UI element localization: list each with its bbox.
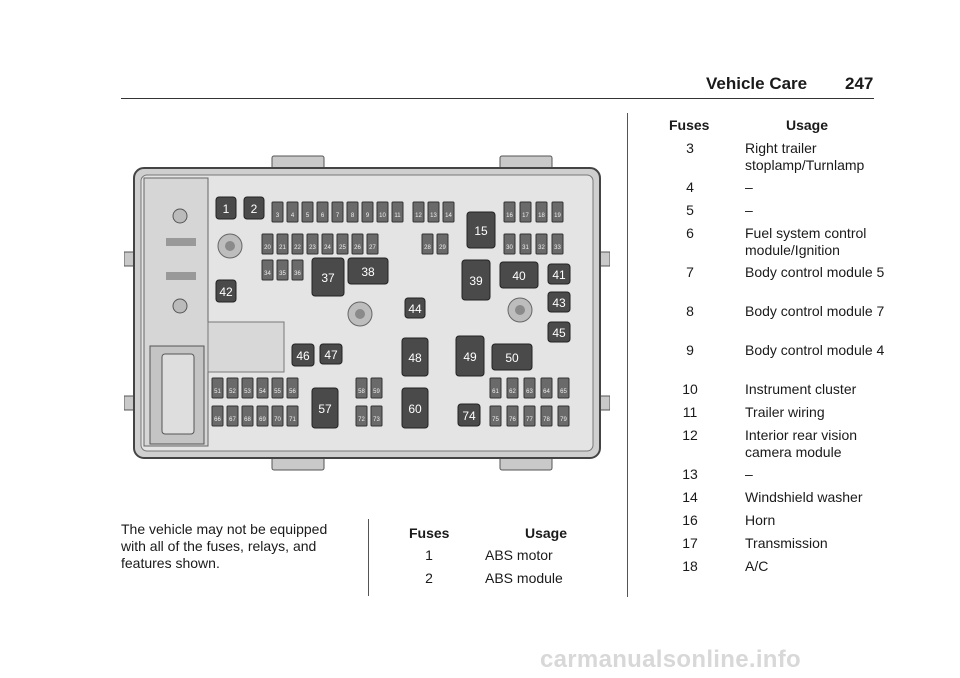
fuse-number: 6 [686,225,694,241]
fuse-label: 36 [294,271,301,277]
large-fuse [244,197,264,219]
mini-fuse [287,406,298,426]
fuse-label: 15 [474,224,488,238]
mini-fuse [302,202,313,222]
fuse-label: 12 [415,213,422,219]
fuse-label: 77 [526,417,533,423]
mini-fuse [362,202,373,222]
fuse-label: 38 [361,265,375,279]
fuse-label: 39 [469,274,483,288]
mini-fuse [262,260,273,280]
fuse-label: 5 [305,213,310,219]
mini-fuse [520,202,531,222]
fuse-label: 20 [264,245,271,251]
mini-fuse [332,202,343,222]
fuse-label: 25 [339,245,346,251]
mini-fuse [227,406,238,426]
fuse-label: 63 [526,389,533,395]
mini-fuse [524,406,535,426]
fuse-number: 1 [425,547,433,563]
fuse-number: 10 [682,381,698,397]
fuse-label: 11 [394,213,401,219]
fuse-number: 16 [682,512,698,528]
fuse-label: 1 [222,202,230,216]
mini-fuse [507,406,518,426]
connector-plug [162,354,194,434]
fuse-label: 74 [462,409,476,423]
fuse-label: 64 [543,389,550,395]
fuse-label: 6 [320,213,325,219]
bolt [225,241,235,251]
fuse-label: 78 [543,417,550,423]
fuse-label: 32 [538,245,545,251]
column-divider [627,113,628,597]
large-fuse [312,388,338,428]
fuse-label: 26 [354,245,361,251]
large-fuse [405,298,425,318]
fuse-label: 54 [259,389,266,395]
fuse-number: 7 [686,264,694,280]
large-fuse [402,338,428,376]
fuse-label: 58 [358,389,365,395]
fuse-label: 3 [275,213,280,219]
mini-fuse [558,378,569,398]
mini-fuse [377,202,388,222]
mini-fuse [507,378,518,398]
equipment-note: The vehicle may not be equipped with all of the fuses, relays, and features shown. [121,521,328,571]
mini-fuse [212,406,223,426]
mini-fuse [292,260,303,280]
large-fuse [456,336,484,376]
fuse-label: 72 [358,417,365,423]
fuse-usage: A/C [745,558,769,574]
mini-fuse [356,406,367,426]
mini-fuse [541,378,552,398]
fuse-label: 43 [552,296,566,310]
mount-tab [124,396,134,410]
fuse-usage: ABS module [485,570,563,586]
stud [173,299,187,313]
large-fuse [216,280,236,302]
fuse-label: 47 [324,348,338,362]
fuse-label: 31 [522,245,529,251]
fuse-label: 2 [250,202,258,216]
fuse-label: 49 [463,350,477,364]
mini-fuse [292,234,303,254]
fuse-usage: – [745,202,753,218]
fuse-label: 52 [229,389,236,395]
fuse-number: 5 [686,202,694,218]
mini-fuse [317,202,328,222]
fuse-label: 62 [509,389,516,395]
mini-fuse [212,378,223,398]
mini-fuse [272,378,283,398]
mini-fuse [367,234,378,254]
fuse-label: 33 [554,245,561,251]
mini-fuse [371,406,382,426]
fuse-label: 8 [350,213,355,219]
mini-fuse [504,202,515,222]
mini-fuse [422,234,433,254]
mini-fuse [558,406,569,426]
fuse-label: 53 [244,389,251,395]
fuse-label: 19 [554,213,561,219]
mini-fuse [257,378,268,398]
fuse-usage: Body control module 7 [745,303,885,319]
mini-fuse [413,202,424,222]
mini-fuse [536,234,547,254]
fuse-number: 13 [682,466,698,482]
mini-fuse [428,202,439,222]
fuse-usage: Interior rear vision camera module [745,427,858,460]
mini-fuse [337,234,348,254]
fuse-label: 75 [492,417,499,423]
fuse-label: 65 [560,389,567,395]
large-fuse [312,258,344,296]
fuse-number: 11 [682,404,698,420]
fuse-label: 70 [274,417,281,423]
fuse-label: 13 [430,213,437,219]
mini-fuse [277,260,288,280]
fuse-label: 24 [324,245,331,251]
mount-tab [600,252,610,266]
large-fuse [216,197,236,219]
large-fuse [467,212,495,248]
fuse-label: 37 [321,271,335,285]
mini-fuse [443,202,454,222]
fuse-label: 51 [214,389,221,395]
fuse-label: 14 [445,213,452,219]
large-fuse [548,322,570,342]
large-fuse [548,292,570,312]
mini-fuse [536,202,547,222]
mini-fuse [347,202,358,222]
fuse-label: 27 [369,245,376,251]
fuse-label: 9 [365,213,370,219]
mini-fuse [490,378,501,398]
mini-fuse [490,406,501,426]
bolt [355,309,365,319]
mini-fuse [437,234,448,254]
large-fuse [548,264,570,284]
fuse-usage: Windshield washer [745,489,863,505]
bus-bar [166,272,196,280]
mini-fuse [322,234,333,254]
fuse-label: 66 [214,417,221,423]
fuse-label: 41 [552,268,566,282]
fuse-number: 12 [682,427,698,443]
fuse-label: 71 [289,417,296,423]
fuse-usage: Body control module 4 [745,342,885,358]
fuse-label: 61 [492,389,499,395]
fuse-label: 60 [408,402,422,416]
fuse-label: 79 [560,417,567,423]
fuse-number: 14 [682,489,698,505]
fuse-number: 8 [686,303,694,319]
fuse-label: 34 [264,271,271,277]
mini-fuse [541,406,552,426]
fuse-label: 46 [296,349,310,363]
mini-fuse [227,378,238,398]
fuse-label: 16 [506,213,513,219]
column-header-usage: Usage [525,525,568,541]
mini-fuse [287,378,298,398]
fuse-label: 50 [505,351,519,365]
mini-fuse [552,234,563,254]
large-fuse [320,344,342,364]
large-fuse [462,260,490,300]
mini-fuse [371,378,382,398]
fuse-label: 29 [439,245,446,251]
mini-fuse [524,378,535,398]
fuse-usage: Body control module 5 [745,264,885,280]
fuse-label: 17 [522,213,529,219]
fuse-label: 23 [309,245,316,251]
fuse-label: 21 [279,245,286,251]
mini-fuse [504,234,515,254]
fuse-number: 3 [686,140,694,156]
fuse-label: 28 [424,245,431,251]
large-fuse [348,258,388,284]
fuse-number: 2 [425,570,433,586]
large-fuse [492,344,532,370]
mini-fuse [287,202,298,222]
mini-fuse [242,406,253,426]
mini-fuse [262,234,273,254]
fuse-label: 56 [289,389,296,395]
fuse-usage: – [745,466,753,482]
mini-fuse [552,202,563,222]
watermark: carmanualsonline.info [540,646,802,673]
fuse-usage: Fuel system control module/Ignition [745,225,867,258]
fuse-number: 9 [686,342,694,358]
bus-bar [166,238,196,246]
fuse-label: 68 [244,417,251,423]
mini-fuse [352,234,363,254]
fuse-usage: Transmission [745,535,828,551]
fuse-label: 10 [379,213,386,219]
bolt [515,305,525,315]
large-fuse [292,344,314,366]
fuse-label: 48 [408,351,422,365]
fuse-label: 7 [335,213,340,219]
fuse-label: 69 [259,417,266,423]
column-header-usage: Usage [786,117,829,133]
mini-fuse [520,234,531,254]
mini-fuse [392,202,403,222]
fuse-label: 30 [506,245,513,251]
large-fuse [500,262,538,288]
column-header-fuses: Fuses [669,117,710,133]
fuse-label: 57 [318,402,332,416]
column-divider [368,519,369,596]
fuse-usage: Right trailer stoplamp/Turnlamp [745,140,865,173]
fuse-label: 4 [290,213,295,219]
fuse-number: 17 [682,535,698,551]
fuse-label: 55 [274,389,281,395]
fuse-label: 76 [509,417,516,423]
mini-fuse [277,234,288,254]
fuse-usage: – [745,179,753,195]
mini-fuse [242,378,253,398]
mini-fuse [356,378,367,398]
mount-tab [600,396,610,410]
mini-fuse [272,202,283,222]
fuse-usage: Horn [745,512,776,528]
fuse-label: 35 [279,271,286,277]
fuse-label: 22 [294,245,301,251]
fuse-number: 18 [682,558,698,574]
stud [173,209,187,223]
large-fuse [402,388,428,428]
fuse-usage: Trailer wiring [745,404,825,420]
fuse-label: 18 [538,213,545,219]
mini-fuse [272,406,283,426]
fuse-usage: Instrument cluster [745,381,857,397]
fuse-block-diagram [124,150,610,476]
fuse-label: 44 [408,302,422,316]
mini-fuse [257,406,268,426]
fuse-number: 4 [686,179,694,195]
fuse-label: 73 [373,417,380,423]
fuse-usage: ABS motor [485,547,553,563]
section-title: Vehicle Care [706,74,808,93]
large-fuse [458,404,480,426]
empty-slot [208,322,284,372]
page-number: 247 [845,74,874,93]
fuse-label: 45 [552,326,566,340]
fuse-label: 40 [512,269,526,283]
fuse-label: 59 [373,389,380,395]
mount-tab [124,252,134,266]
fuse-label: 67 [229,417,236,423]
mini-fuse [307,234,318,254]
header-rule [121,98,874,99]
column-header-fuses: Fuses [409,525,450,541]
fuse-label: 42 [219,285,233,299]
